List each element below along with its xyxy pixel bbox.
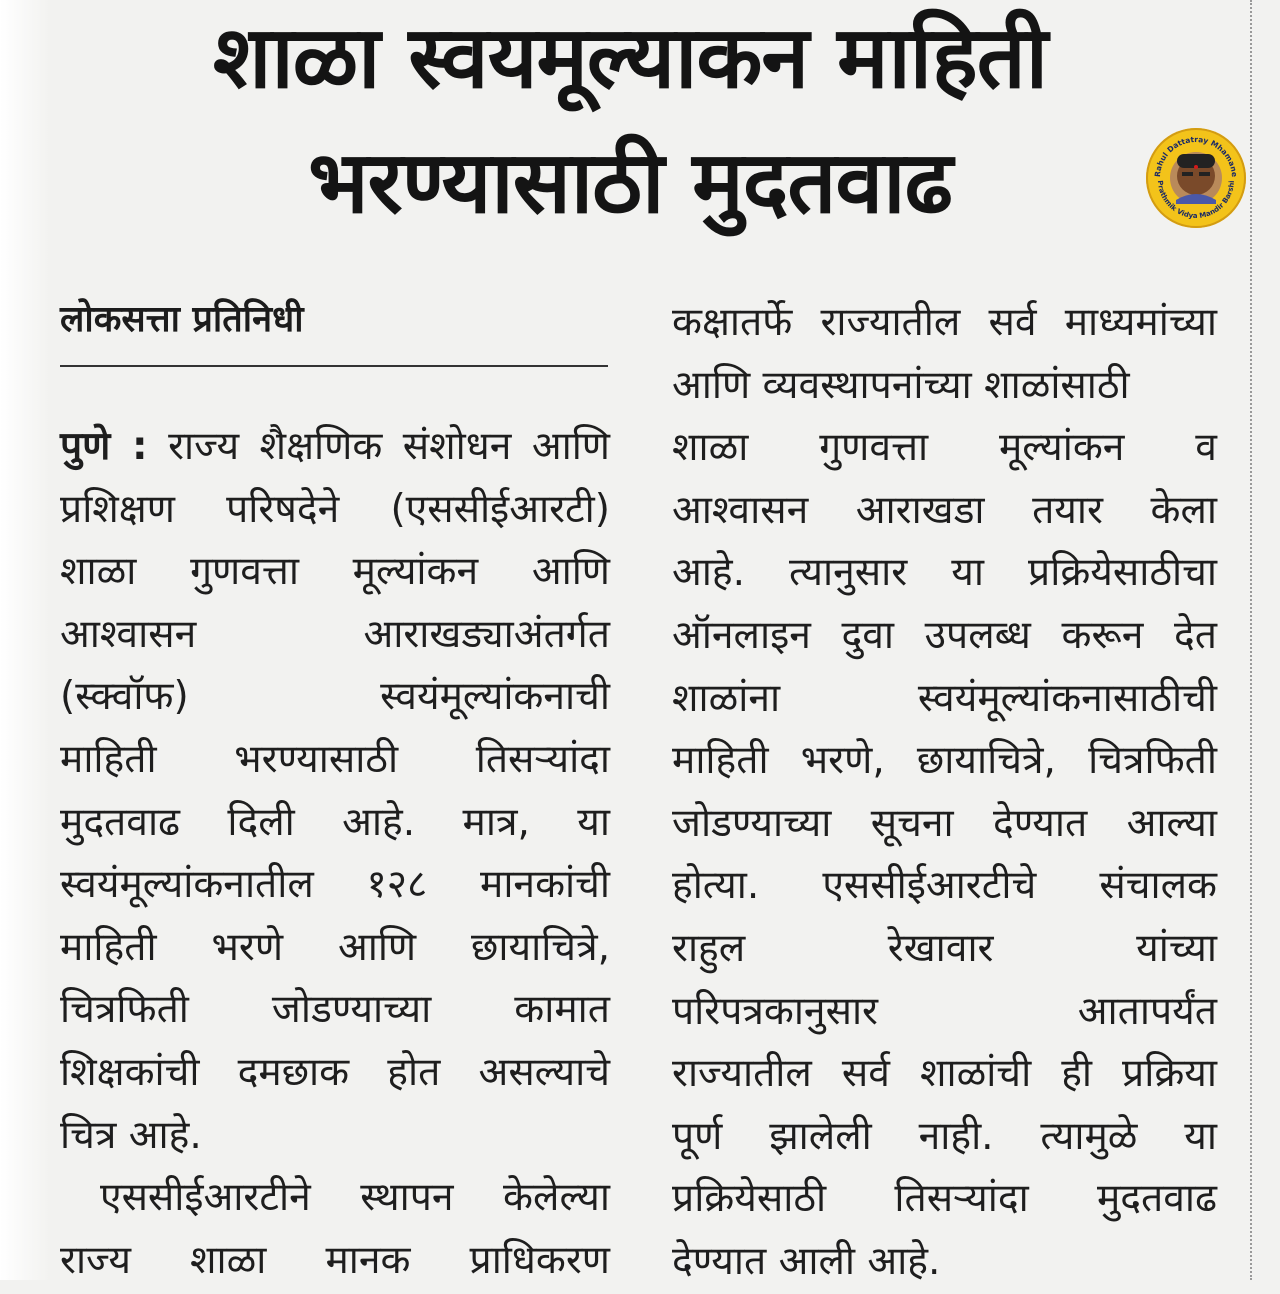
article-line: शाळा गुणवत्ता मूल्यांकन व xyxy=(672,425,1217,471)
article-line: राज्यातील सर्व शाळांची ही प्रक्रिया xyxy=(672,1051,1217,1097)
article-line: आश्वासन आराखडा तयार केला xyxy=(672,487,1217,533)
headline-line-2: भरण्यासाठी मुदतवाढ xyxy=(308,133,952,233)
article-line: शिक्षकांची दमछाक होत असल्याचे xyxy=(60,1049,610,1095)
article-line: माहिती भरणे, छायाचित्रे, चित्रफिती xyxy=(672,738,1217,784)
article-line: स्वयंमूल्यांकनातील १२८ मानकांची xyxy=(60,862,610,908)
byline-divider xyxy=(60,365,608,367)
page-fold-line xyxy=(1250,0,1253,1280)
byline: लोकसत्ता प्रतिनिधी xyxy=(60,299,304,340)
article-paragraph-start: एससीईआरटीने स्थापन केलेल्या xyxy=(100,1175,610,1221)
article-line: माहिती भरणे आणि छायाचित्रे, xyxy=(60,924,610,970)
article-line: प्रक्रियेसाठी तिसऱ्यांदा मुदतवाढ xyxy=(672,1176,1217,1222)
article-line: प्रशिक्षण परिषदेने (एससीईआरटी) xyxy=(60,486,610,532)
article-line: आणि व्यवस्थापनांच्या शाळांसाठी xyxy=(672,362,1130,408)
svg-text:Rahul Dattatray Mhamane: Rahul Dattatray Mhamane xyxy=(1152,134,1240,178)
headline xyxy=(40,0,1220,246)
article-column-right xyxy=(672,292,1217,1294)
article-line-text: राज्य शैक्षणिक संशोधन आणि xyxy=(168,424,610,469)
article-line: चित्रफिती जोडण्याच्या कामात xyxy=(60,987,610,1033)
article-line: (स्क्वॉफ) स्वयंमूल्यांकनाची xyxy=(60,674,610,720)
article-line: राज्य शाळा मानक प्राधिकरण xyxy=(60,1237,610,1283)
article-line: चित्र आहे. xyxy=(60,1112,202,1158)
article-line: माहिती भरण्यासाठी तिसऱ्यांदा xyxy=(60,736,610,782)
article-line: ऑनलाइन दुवा उपलब्ध करून देत xyxy=(672,612,1217,658)
svg-text:Prathmik Vidya Mandir Barshi: Prathmik Vidya Mandir Barshi xyxy=(1155,180,1237,221)
article-line: होत्या. एससीईआरटीचे संचालक xyxy=(672,863,1217,909)
article-line: पूर्ण झालेली नाही. त्यामुळे या xyxy=(672,1113,1217,1159)
badge-logo-icon xyxy=(1146,128,1246,228)
author-photo-badge xyxy=(1146,128,1246,228)
article-line: मुदतवाढ दिली आहे. मात्र, या xyxy=(60,799,610,845)
article-line: देण्यात आली आहे. xyxy=(672,1238,941,1284)
article-line: परिपत्रकानुसार आतापर्यंत xyxy=(672,988,1217,1034)
article-line: आहे. त्यानुसार या प्रक्रियेसाठीचा xyxy=(672,550,1217,596)
article-line: शाळांना स्वयंमूल्यांकनासाठीची xyxy=(672,675,1217,721)
article-line: शाळा गुणवत्ता मूल्यांकन आणि xyxy=(60,549,610,595)
dateline: पुणे : xyxy=(60,424,148,469)
article-line: कक्षातर्फे राज्यातील सर्व माध्यमांच्या xyxy=(672,300,1217,345)
article-line: राहुल रेखावार यांच्या xyxy=(672,925,1217,971)
article-line: जोडण्याच्या सूचना देण्यात आल्या xyxy=(672,800,1217,846)
article-line: आश्वासन आराखड्याअंतर्गत xyxy=(60,611,610,657)
headline-line-1: शाळा स्वयमूल्याकन माहिती xyxy=(212,8,1048,108)
article-line xyxy=(60,416,610,479)
article-column-left xyxy=(60,416,610,1292)
